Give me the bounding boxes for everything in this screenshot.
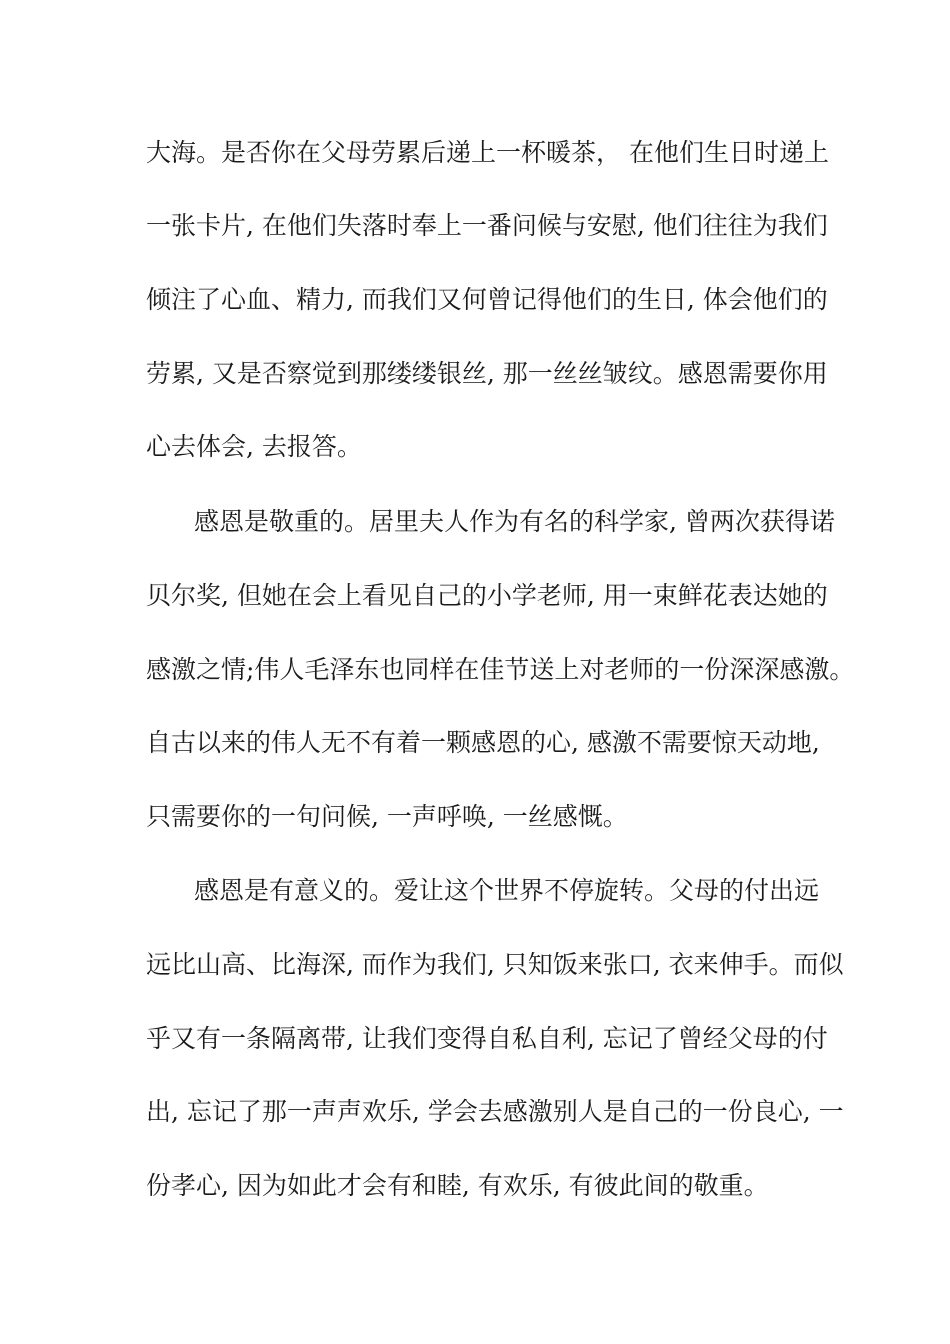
text-line: 出, 忘记了那一声声欢乐, 学会去感激别人是自己的一份良心, 一 (146, 1097, 844, 1126)
text-line: 乎又有一条隔离带, 让我们变得自私自利, 忘记了曾经父母的付 (146, 1024, 828, 1053)
text-line: 一张卡片, 在他们失落时奉上一番问候与安慰, 他们往往为我们 (146, 211, 828, 240)
text-line: 贝尔奖, 但她在会上看见自己的小学老师, 用一束鲜花表达她的 (146, 581, 828, 610)
text-line: 劳累, 又是否察觉到那缕缕银丝, 那一丝丝皱纹。感恩需要你用 (146, 359, 828, 388)
text-line: 心去体会, 去报答。 (146, 432, 362, 461)
text-line: 自古以来的伟人无不有着一颗感恩的心, 感激不需要惊天动地, (146, 728, 820, 757)
paragraph-first-line: 感恩是有意义的。爱让这个世界不停旋转。父母的付出远 (194, 876, 820, 905)
text-line: 大海。是否你在父母劳累后递上一杯暖茶， 在他们生日时递上 (146, 138, 829, 167)
text-line: 只需要你的一句问候, 一声呼唤, 一丝感慨。 (146, 802, 628, 831)
paragraph-first-line: 感恩是敬重的。居里夫人作为有名的科学家, 曾两次获得诺 (194, 507, 835, 536)
text-line: 倾注了心血、精力, 而我们又何曾记得他们的生日, 体会他们的 (146, 285, 828, 314)
text-line: 份孝心, 因为如此才会有和睦, 有欢乐, 有彼此间的敬重。 (146, 1171, 769, 1200)
text-line: 远比山高、比海深, 而作为我们, 只知饭来张口, 衣来伸手。而似 (146, 950, 844, 979)
text-line: 感激之情;伟人毛泽东也同样在佳节送上对老师的一份深深感激。 (146, 655, 855, 684)
